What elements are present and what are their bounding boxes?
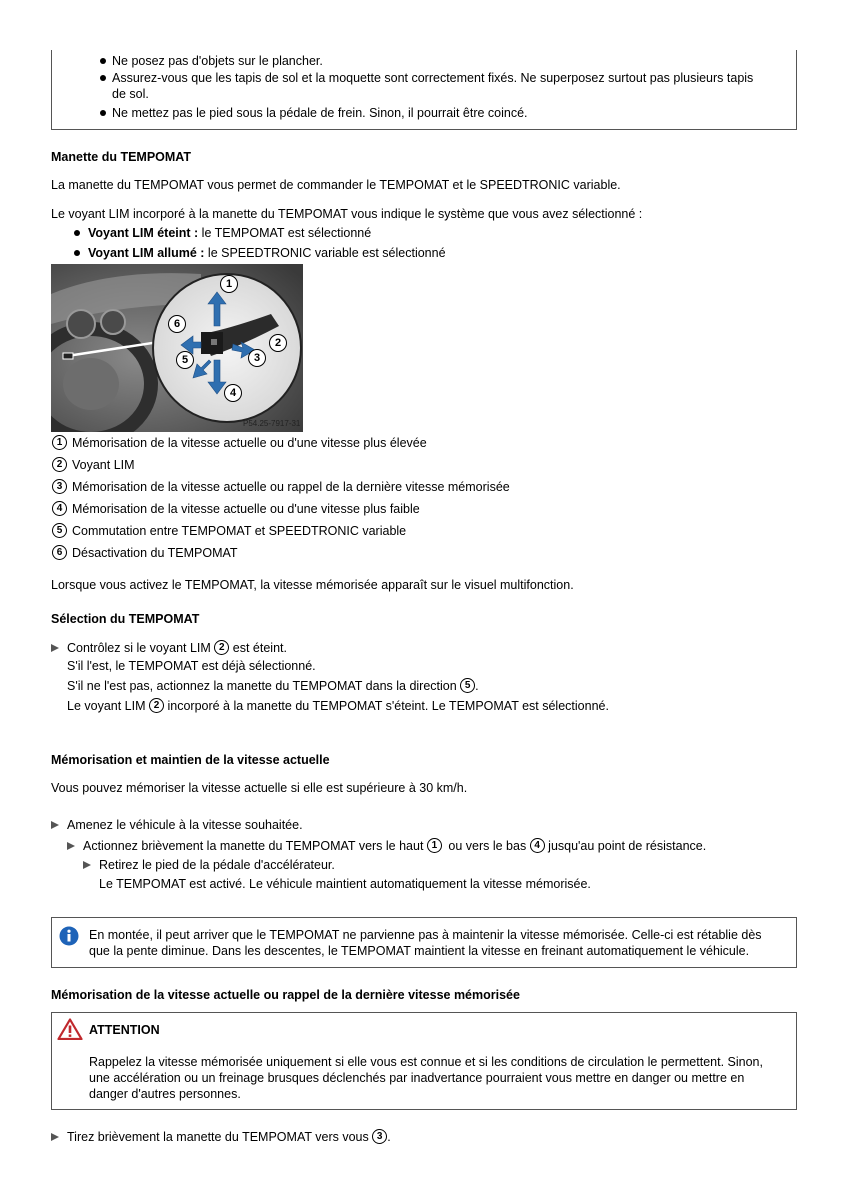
- callout-2: 2: [269, 334, 287, 352]
- step-line: [67, 838, 706, 853]
- list-item: [112, 106, 528, 120]
- info-text: En montée, il peut arriver que le TEMPOMAT ne parvienne pas à maintenir la vitesse mémorisée. Celle-ci est rétablie dès: [89, 928, 762, 942]
- step-text: Tirez brièvement la manette du TEMPOMAT vers vous: [67, 1129, 373, 1144]
- callout-3: 3: [248, 349, 266, 367]
- legend-text: Mémorisation de la vitesse actuelle ou d'une vitesse plus faible: [72, 501, 420, 516]
- list-item-text: Ne mettez pas le pied sous la pédale de frein. Sinon, il pourrait être coincé.: [112, 106, 528, 120]
- step-arrow-icon: [83, 861, 91, 869]
- step-text: Le voyant LIM: [67, 698, 149, 713]
- list-item-text: de sol.: [112, 87, 149, 101]
- bullet-icon: [100, 58, 106, 64]
- legend-text: Voyant LIM: [72, 457, 135, 472]
- callout-4: 4: [224, 384, 242, 402]
- callout-5: 5: [176, 351, 194, 369]
- step-arrow-icon: [51, 1133, 59, 1141]
- warning-title: ATTENTION: [89, 1023, 160, 1037]
- step-text: incorporé à la manette du TEMPOMAT s'éteint. Le TEMPOMAT est sélectionné.: [164, 698, 609, 713]
- legend-number: 5: [52, 523, 67, 538]
- legend-text: Mémorisation de la vitesse actuelle ou rappel de la dernière vitesse mémorisée: [72, 479, 510, 494]
- legend-number: 1: [52, 435, 67, 450]
- step-line: [51, 818, 303, 832]
- inline-number: 3: [372, 1129, 387, 1144]
- step-result: Le TEMPOMAT est activé. Le véhicule maintient automatiquement la vitesse mémorisée.: [99, 877, 591, 891]
- legend-number: 3: [52, 479, 67, 494]
- callout-6: 6: [168, 315, 186, 333]
- inline-number: 1: [427, 838, 442, 853]
- list-item: [112, 54, 323, 68]
- warning-text: une accélération ou un freinage brusques déclenchés par inadvertance pourraient vous mettre en danger ou mettre en: [89, 1071, 745, 1085]
- legend-number: 4: [52, 501, 67, 516]
- cruise-control-lever-illustration: [51, 264, 303, 432]
- warning-text: danger d'autres personnes.: [89, 1087, 241, 1101]
- section-heading: Mémorisation de la vitesse actuelle ou rappel de la dernière vitesse mémorisée: [51, 988, 520, 1002]
- step-text: Retirez le pied de la pédale d'accélérateur.: [99, 858, 335, 872]
- paragraph: Vous pouvez mémoriser la vitesse actuelle si elle est supérieure à 30 km/h.: [51, 781, 468, 795]
- step-line: [83, 858, 335, 872]
- warning-triangle-icon: [57, 1018, 83, 1040]
- section-heading: Mémorisation et maintien de la vitesse actuelle: [51, 753, 330, 767]
- bullet-icon: [100, 110, 106, 116]
- step-arrow-icon: [67, 842, 75, 850]
- list-item-text: le TEMPOMAT est sélectionné: [198, 226, 372, 240]
- list-item-continuation: [112, 87, 149, 101]
- step-arrow-icon: [51, 644, 59, 652]
- legend-number: 2: [52, 457, 67, 472]
- legend-text: Commutation entre TEMPOMAT et SPEEDTRONIC variable: [72, 523, 407, 538]
- inline-number: 2: [214, 640, 229, 655]
- list-item: [88, 226, 371, 240]
- callout-1: 1: [220, 275, 238, 293]
- step-text: S'il ne l'est pas, actionnez la manette du TEMPOMAT dans la direction: [67, 678, 461, 693]
- legend-item: [52, 479, 510, 494]
- step-line: [51, 1129, 391, 1144]
- list-item-label: Voyant LIM allumé :: [88, 246, 205, 260]
- info-icon: [59, 926, 79, 946]
- step-text: Contrôlez si le voyant LIM: [67, 640, 215, 655]
- legend-item: [52, 545, 238, 560]
- caution-box: [51, 50, 797, 130]
- step-text: Amenez le véhicule à la vitesse souhaitée.: [67, 818, 303, 832]
- inline-number: 5: [460, 678, 475, 693]
- legend-item: [52, 523, 406, 538]
- inline-number: 2: [149, 698, 164, 713]
- step-text: est éteint.: [229, 640, 287, 655]
- inline-number: 4: [530, 838, 545, 853]
- section-heading: Manette du TEMPOMAT: [51, 150, 192, 164]
- warning-text: Rappelez la vitesse mémorisée uniquement si elle vous est connue et si les conditions de circulation le permettent. Sinon,: [89, 1055, 763, 1069]
- bullet-icon: [100, 75, 106, 81]
- step-text: .: [475, 678, 479, 693]
- step-line: [67, 678, 479, 693]
- step-text: Actionnez brièvement la manette du TEMPOMAT vers le haut: [83, 838, 427, 853]
- step-line: [51, 640, 287, 655]
- list-item-text: le SPEEDTRONIC variable est sélectionné: [204, 246, 446, 260]
- list-item-label: Voyant LIM éteint :: [88, 226, 199, 240]
- info-text: que la pente diminue. Dans les descentes, le TEMPOMAT maintient la vitesse en freinant automatiquement le véhicule.: [89, 944, 750, 958]
- step-text: .: [387, 1129, 391, 1144]
- step-text: ou vers le bas: [444, 838, 530, 853]
- legend-item: [52, 501, 420, 516]
- list-item: [88, 246, 446, 260]
- legend-number: 6: [52, 545, 67, 560]
- legend-text: Désactivation du TEMPOMAT: [72, 545, 238, 560]
- bullet-icon: [74, 230, 80, 236]
- step-arrow-icon: [51, 821, 59, 829]
- bullet-icon: [74, 250, 80, 256]
- step-line: [67, 698, 609, 713]
- figure-caption: P54.25-7917-31: [243, 419, 301, 428]
- list-item: [112, 71, 753, 85]
- paragraph: Le voyant LIM incorporé à la manette du TEMPOMAT vous indique le système que vous avez sélectionné :: [51, 207, 643, 221]
- paragraph: Lorsque vous activez le TEMPOMAT, la vitesse mémorisée apparaît sur le visuel multifonction.: [51, 578, 574, 592]
- legend-item: [52, 435, 427, 450]
- section-heading: Sélection du TEMPOMAT: [51, 612, 200, 626]
- legend-item: [52, 457, 135, 472]
- step-line: S'il l'est, le TEMPOMAT est déjà sélectionné.: [67, 659, 316, 673]
- legend-text: Mémorisation de la vitesse actuelle ou d'une vitesse plus élevée: [72, 435, 427, 450]
- info-box: [51, 917, 797, 968]
- list-item-text: Ne posez pas d'objets sur le plancher.: [112, 54, 323, 68]
- list-item-text: Assurez-vous que les tapis de sol et la moquette sont correctement fixés. Ne superposez surtout pas plusieurs tapis: [112, 71, 754, 85]
- illustration-svg: [51, 264, 303, 432]
- step-text: jusqu'au point de résistance.: [544, 838, 707, 853]
- paragraph: La manette du TEMPOMAT vous permet de commander le TEMPOMAT et le SPEEDTRONIC variable.: [51, 178, 621, 192]
- warning-box: [51, 1012, 797, 1110]
